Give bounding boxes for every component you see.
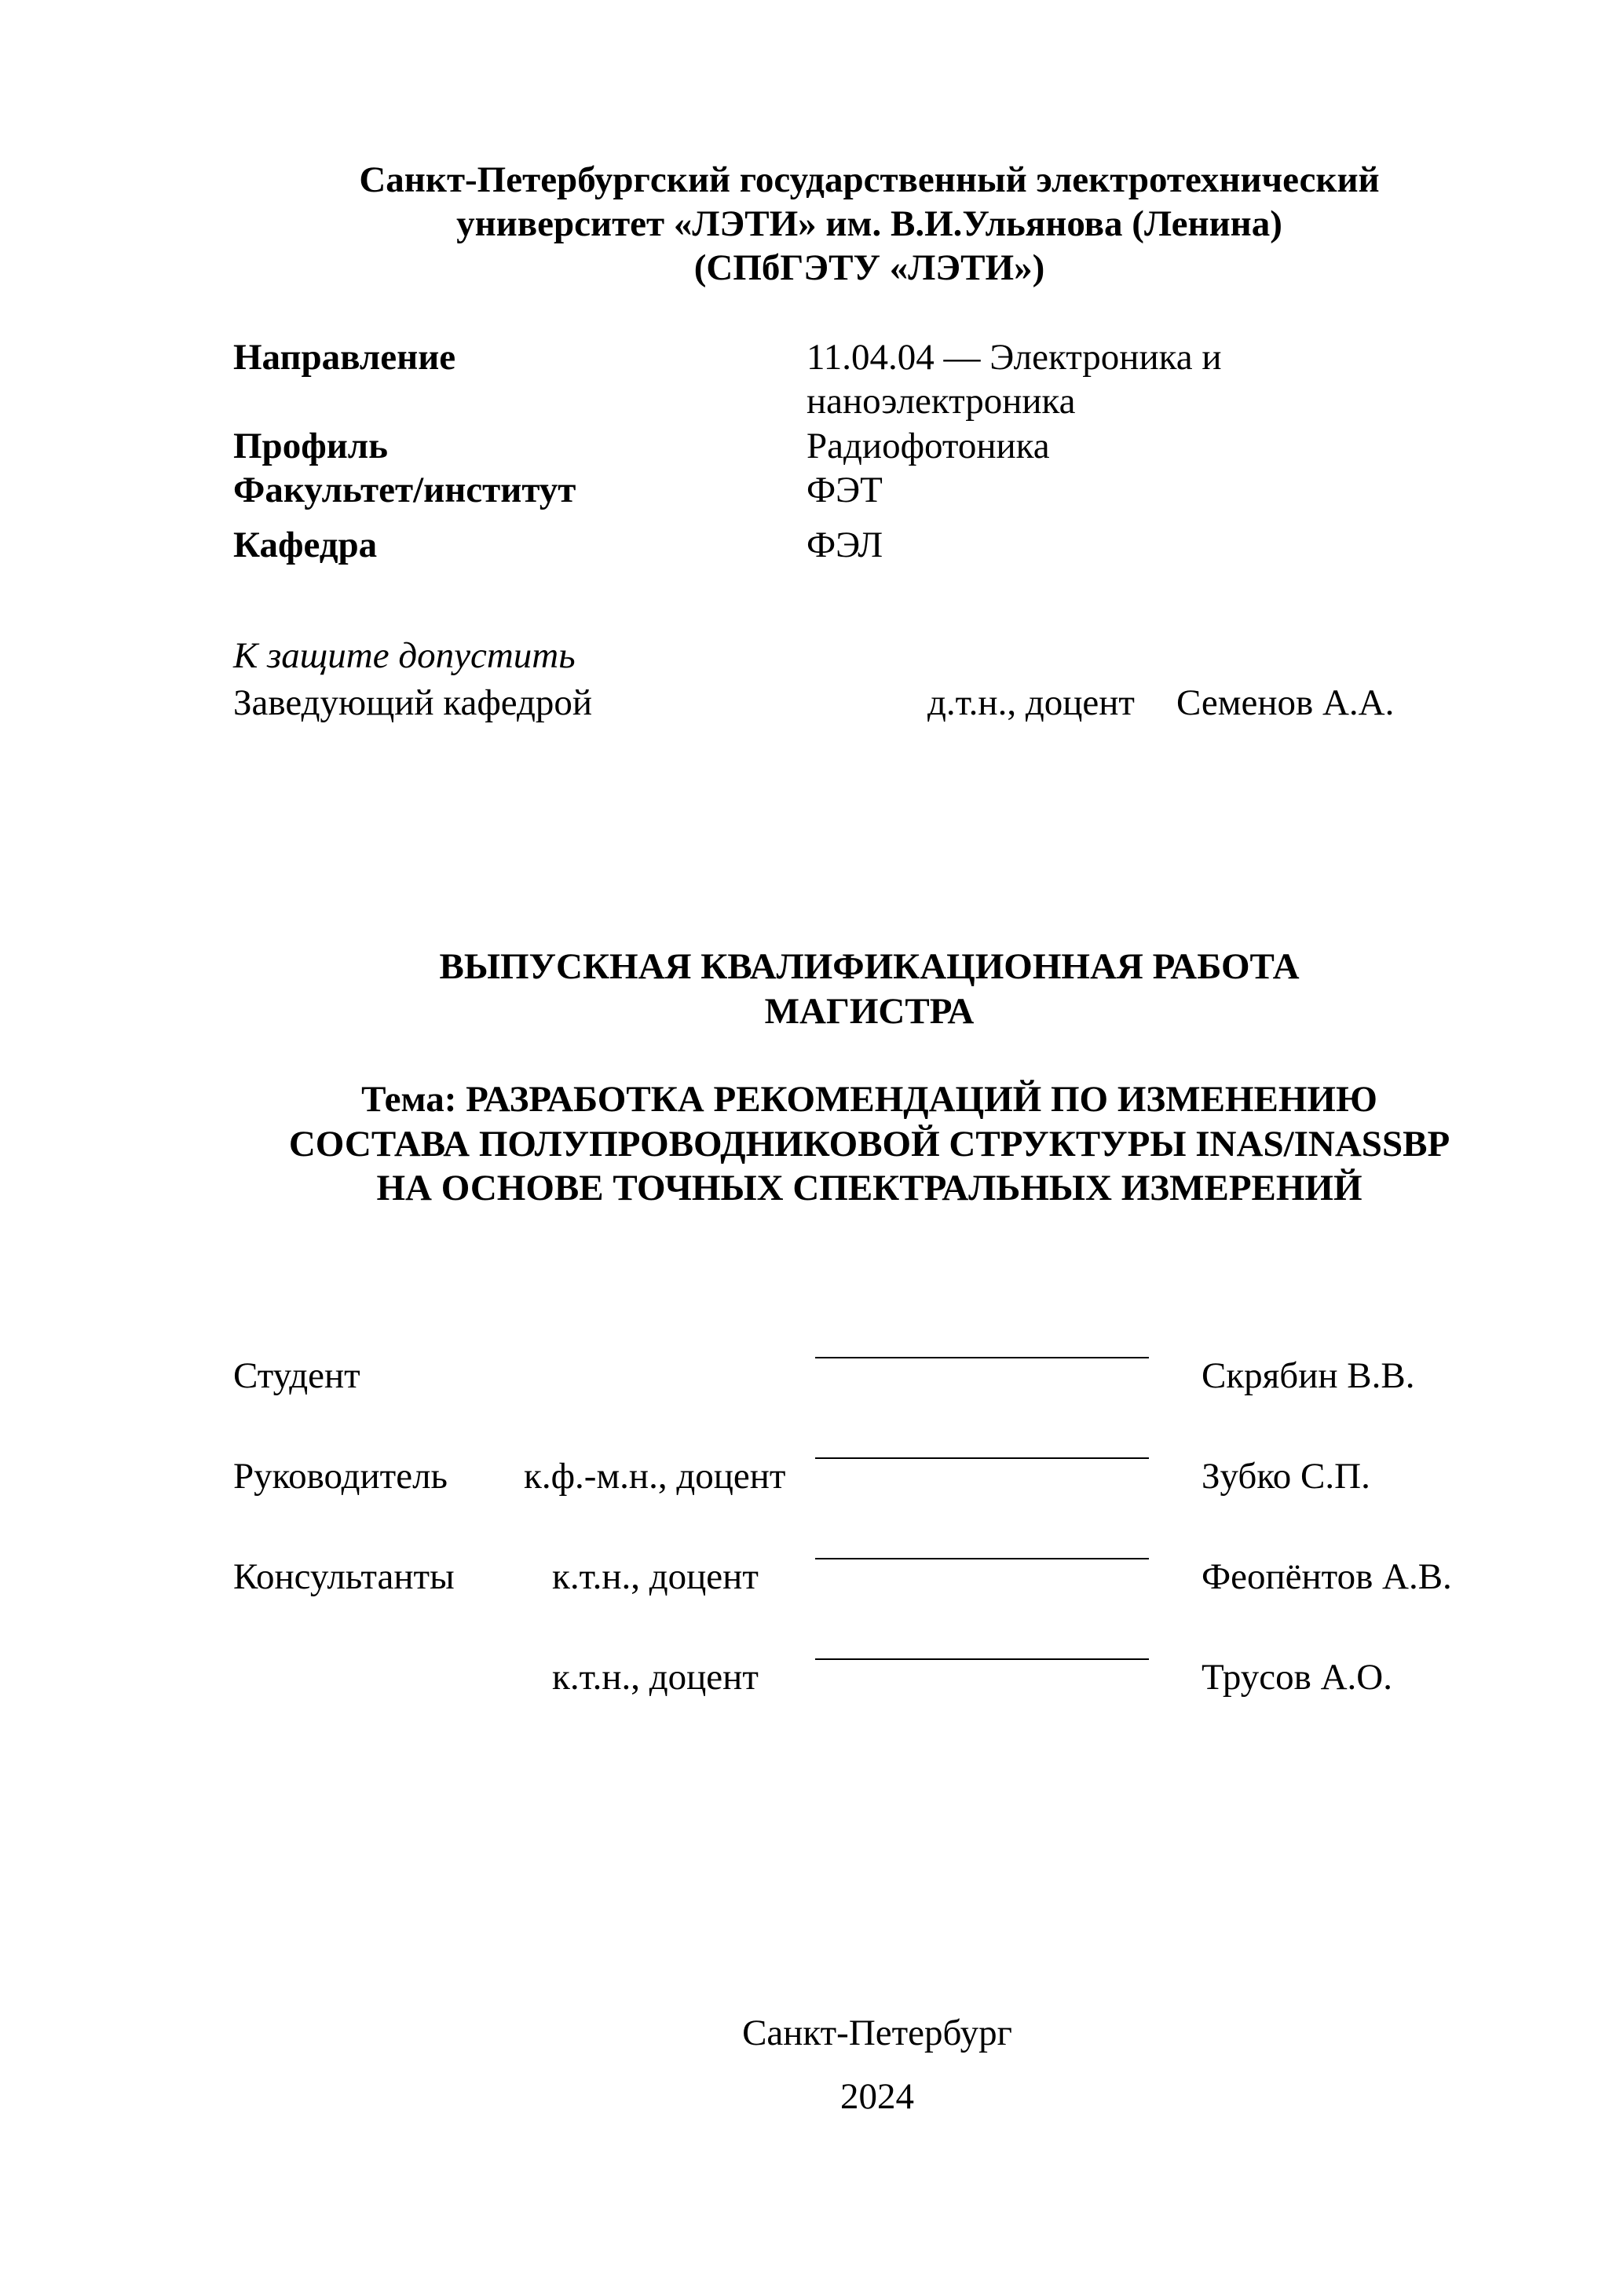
- signature-line: [815, 1658, 1149, 1660]
- direction-value-cont: наноэлектроника: [807, 381, 1076, 422]
- signature-name: Феопёнтов А.В.: [1202, 1556, 1452, 1597]
- faculty-label: Факультет/институт: [233, 470, 576, 510]
- admit-text: К защите допустить: [233, 635, 576, 676]
- head-label: Заведующий кафедрой: [233, 682, 593, 723]
- signature-role: Консультанты: [233, 1556, 455, 1597]
- signature-name: Трусов А.О.: [1202, 1657, 1392, 1698]
- title-line1: ВЫПУСКНАЯ КВАЛИФИКАЦИОННАЯ РАБОТА: [439, 946, 1300, 987]
- signature-rank: к.т.н., доцент: [552, 1556, 759, 1597]
- head-name: Семенов А.А.: [1176, 682, 1395, 723]
- topic-line3: НА ОСНОВЕ ТОЧНЫХ СПЕКТРАЛЬНЫХ ИЗМЕРЕНИЙ: [376, 1168, 1362, 1208]
- department-label: Кафедра: [233, 525, 378, 565]
- university-abbr: (СПбГЭТУ «ЛЭТИ»): [693, 247, 1045, 288]
- signature-line: [815, 1558, 1149, 1559]
- title-line2: МАГИСТРА: [764, 991, 975, 1032]
- signature-line: [815, 1357, 1149, 1358]
- signature-rank: к.т.н., доцент: [552, 1657, 759, 1698]
- signature-name: Зубко С.П.: [1202, 1456, 1370, 1497]
- signature-role: Студент: [233, 1355, 360, 1396]
- city: Санкт-Петербург: [742, 2013, 1012, 2053]
- faculty-value: ФЭТ: [807, 470, 883, 510]
- head-rank: д.т.н., доцент: [927, 682, 1135, 723]
- year: 2024: [840, 2076, 914, 2117]
- signature-line: [815, 1457, 1149, 1459]
- signature-rank: к.ф.-м.н., доцент: [524, 1456, 786, 1497]
- department-value: ФЭЛ: [807, 525, 883, 565]
- profile-label: Профиль: [233, 426, 389, 466]
- university-name-line2: университет «ЛЭТИ» им. В.И.Ульянова (Ленина): [456, 203, 1282, 244]
- profile-value: Радиофотоника: [807, 426, 1050, 466]
- topic-line1: Тема: РАЗРАБОТКА РЕКОМЕНДАЦИЙ ПО ИЗМЕНЕНИЮ: [361, 1079, 1377, 1120]
- direction-label: Направление: [233, 337, 456, 378]
- signature-role: Руководитель: [233, 1456, 448, 1497]
- university-name-line1: Санкт-Петербургский государственный электротехнический: [359, 159, 1380, 200]
- topic-line2: СОСТАВА ПОЛУПРОВОДНИКОВОЙ СТРУКТУРЫ INAS/INASSBP: [288, 1124, 1450, 1164]
- direction-value: 11.04.04 — Электроника и: [807, 337, 1222, 378]
- signature-name: Скрябин В.В.: [1202, 1355, 1415, 1396]
